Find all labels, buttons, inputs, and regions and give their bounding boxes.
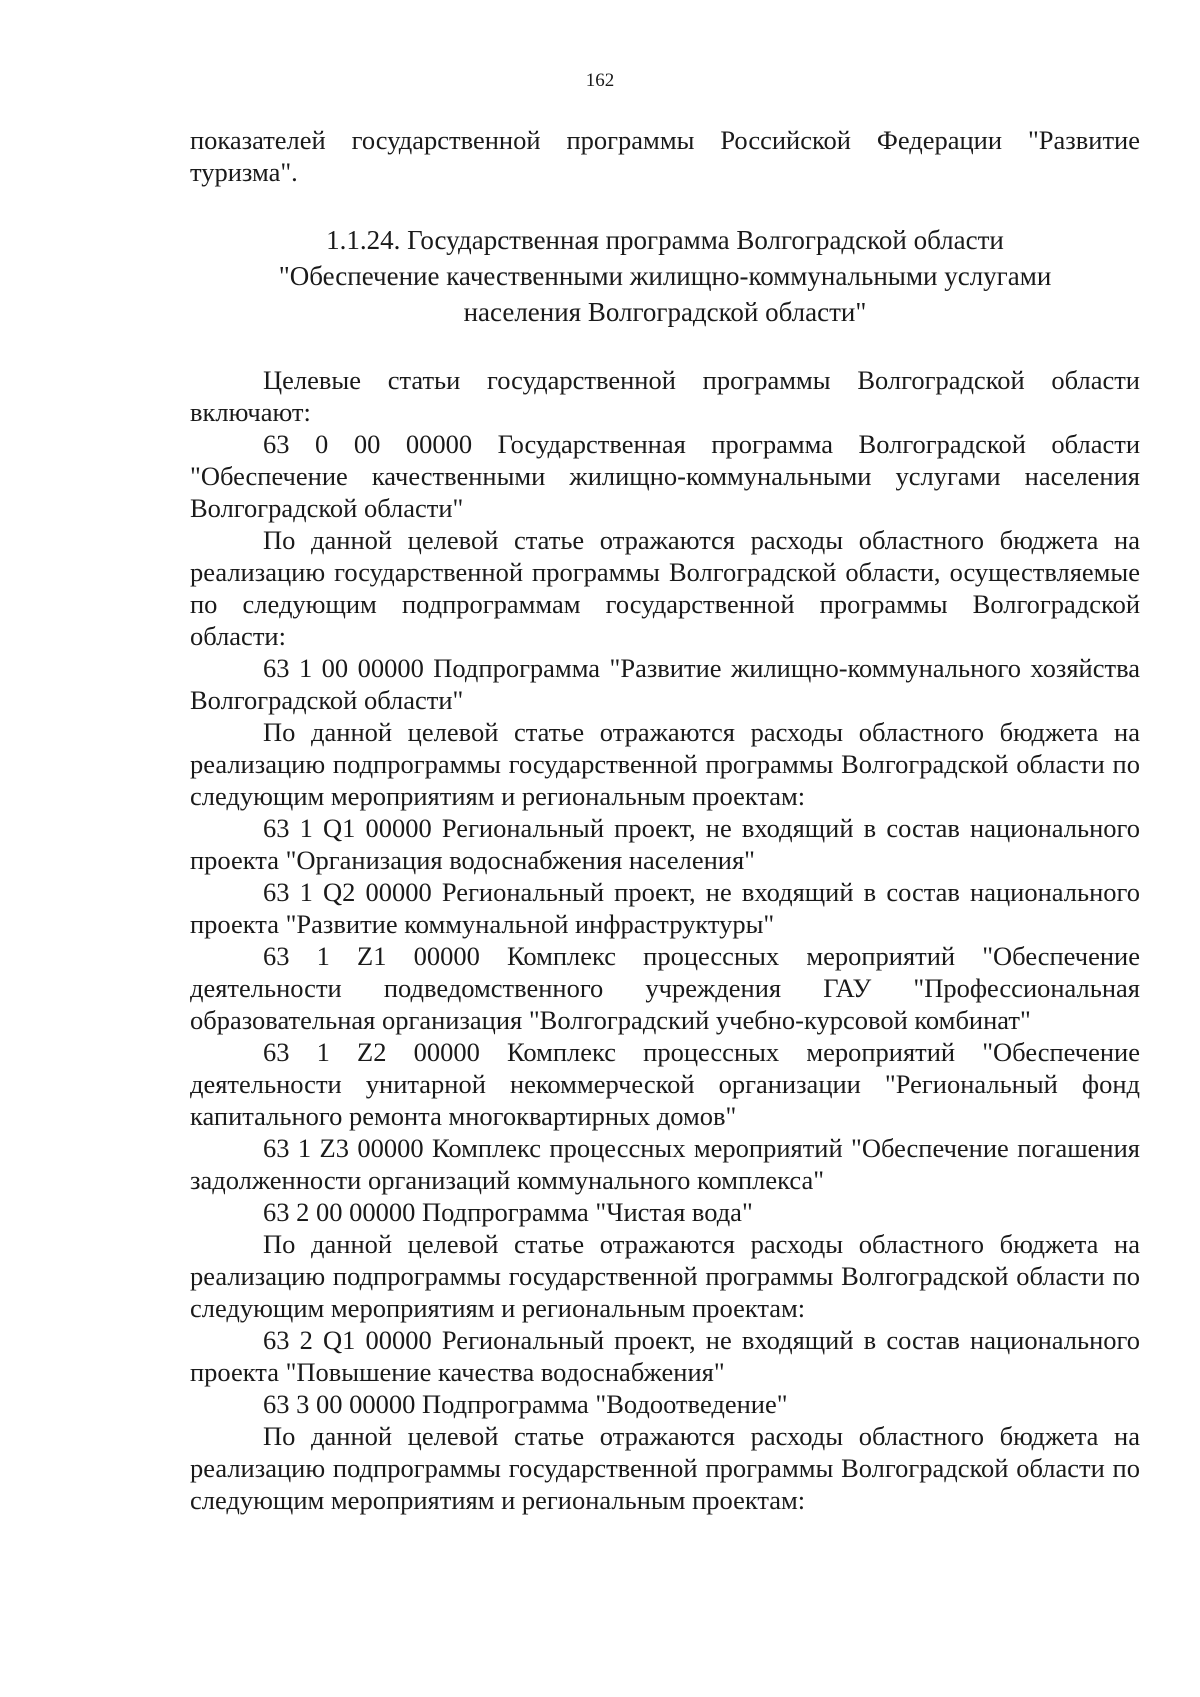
paragraph: 63 3 00 00000 Подпрограмма "Водоотведение" xyxy=(263,1389,788,1419)
paragraph: По данной целевой статье отражаются расходы областного бюджета на реализацию государственной программы Волгоградской области, осуществляемые по следующим подпрограммам государственной программы Волгоградской области: xyxy=(190,525,1140,651)
paragraph: 63 1 Q1 00000 Региональный проект, не входящий в состав национального проекта "Организация водоснабжения населения" xyxy=(190,813,1140,875)
section-heading-line-1: 1.1.24. Государственная программа Волгоградской области xyxy=(326,225,1004,255)
section-heading-line-2: "Обеспечение качественными жилищно-коммунальными услугами xyxy=(278,261,1052,291)
paragraph: 63 1 Q2 00000 Региональный проект, не входящий в состав национального проекта "Развитие коммунальной инфраструктуры" xyxy=(190,877,1140,939)
intro-line-1: показателей государственной программы Российской Федерации "Развитие xyxy=(190,125,1140,155)
section-heading xyxy=(190,222,1140,330)
paragraph: По данной целевой статье отражаются расходы областного бюджета на реализацию подпрограммы государственной программы Волгоградской области по следующим мероприятиям и региональным проектам: xyxy=(190,1229,1140,1323)
paragraph: По данной целевой статье отражаются расходы областного бюджета на реализацию подпрограммы государственной программы Волгоградской области по следующим мероприятиям и региональным проектам: xyxy=(190,717,1140,811)
section-heading-line-3: населения Волгоградской области" xyxy=(463,297,867,327)
page-content xyxy=(190,124,1140,1516)
paragraph: 63 2 Q1 00000 Региональный проект, не входящий в состав национального проекта "Повышение качества водоснабжения" xyxy=(190,1325,1140,1387)
paragraph: 63 1 Z3 00000 Комплекс процессных мероприятий "Обеспечение погашения задолженности организаций коммунального комплекса" xyxy=(190,1133,1140,1195)
page-number: 162 xyxy=(585,70,615,91)
paragraph: Целевые статьи государственной программы Волгоградской области включают: xyxy=(190,365,1140,427)
paragraph: 63 2 00 00000 Подпрограмма "Чистая вода" xyxy=(263,1197,753,1227)
paragraph: По данной целевой статье отражаются расходы областного бюджета на реализацию подпрограммы государственной программы Волгоградской области по следующим мероприятиям и региональным проектам: xyxy=(190,1421,1140,1515)
paragraph: 63 0 00 00000 Государственная программа Волгоградской области "Обеспечение качественными жилищно-коммунальными услугами населения Волгоградской области" xyxy=(190,429,1140,523)
paragraph: 63 1 Z2 00000 Комплекс процессных мероприятий "Обеспечение деятельности унитарной некоммерческой организации "Региональный фонд капитального ремонта многоквартирных домов" xyxy=(190,1037,1140,1131)
paragraph: 63 1 00 00000 Подпрограмма "Развитие жилищно-коммунального хозяйства Волгоградской области" xyxy=(190,653,1140,715)
intro-line-2: туризма". xyxy=(190,157,298,187)
paragraph: 63 1 Z1 00000 Комплекс процессных мероприятий "Обеспечение деятельности подведомственного учреждения ГАУ "Профессиональная образовательная организация "Волгоградский учебно-курсовой комбинат" xyxy=(190,941,1140,1035)
